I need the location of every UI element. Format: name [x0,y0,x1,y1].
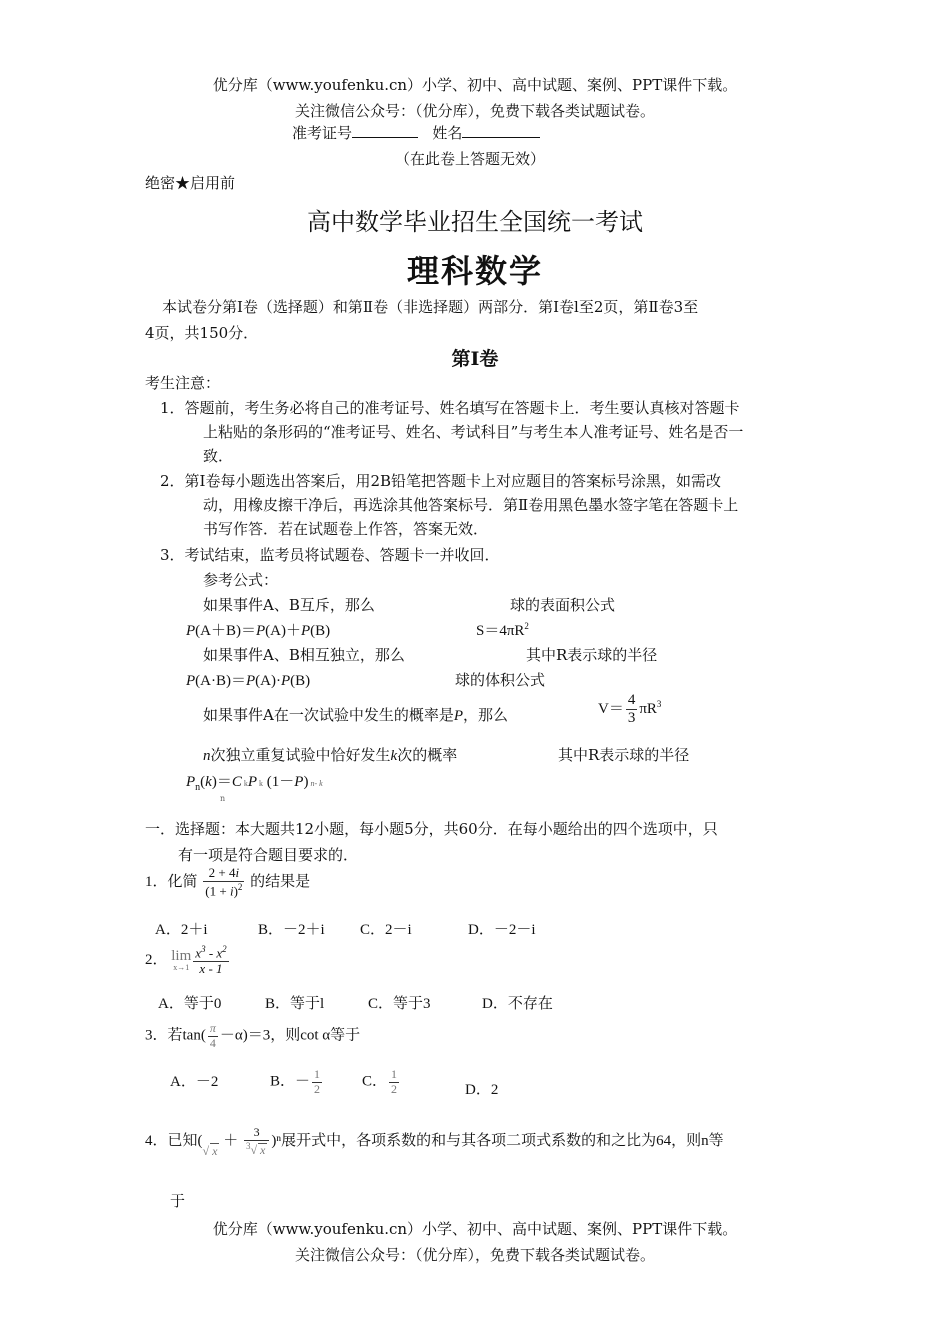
volume-title: 第Ⅰ卷 [451,348,499,370]
name-blank [462,125,540,138]
notice-item-1-line-2: 上粘贴的条形码的“准考证号、姓名、考试科目”与考生本人准考证号、姓名是否一 [203,423,744,441]
exam-no-blank [352,125,418,138]
question-4-stem-cont: 于 [170,1192,186,1210]
question-1-option-a[interactable]: A．2＋i [155,922,208,938]
exam-title: 高中数学毕业招生全国统一考试 [307,208,643,236]
header-line-1: 优分库（www.youfenku.cn）小学、初中、高中试题、案例、PPT课件下载。 [212,76,738,94]
name-label: 姓名 [432,124,463,142]
question-2-option-c[interactable]: C．等于3 [368,996,431,1012]
notice-item-2-line-3: 书写作答．若在试题卷上作答，答案无效． [203,520,489,538]
formula-sphere-volume: V＝ $\frac{4}{3}$ $\pi R^3$ [598,692,662,727]
secret-label: 绝密★启用前 [145,174,236,192]
question-2-stem: 2． lim x→1 $\frac{x^3 - x^2}{x - 1}$ [145,944,227,977]
question-3-option-c[interactable]: C． $\frac{1}{2}$ [362,1067,398,1096]
section1-line-1: 一．选择题：本大题共12小题，每小题5分，共60分．在每小题给出的四个选项中，只 [145,820,718,838]
header-line-2: 关注微信公众号：（优分库），免费下载各类试题试卷。 [294,102,655,120]
question-3-stem: 3．若tan( $\frac{\pi}{4}$ －α)＝3，则cot α等于 [145,1021,361,1050]
formula-independent: 如果事件A、B相互独立，那么 [203,646,405,664]
sphere-volume-label: 球的体积公式 [455,671,546,689]
formula-mutex: 如果事件A、B互斥，那么 [203,596,375,614]
radius-note-2: 其中R表示球的半径 [558,746,690,764]
notice-item-2: 2．第Ⅰ卷每小题选出答案后，用2B铅笔把答题卡上对应题目的答案标号涂黑，如需改 [160,472,722,490]
question-2-option-d[interactable]: D．不存在 [482,996,553,1012]
question-4-stem: 4．已知($_{√ x}$ ＋ $\frac{3}{^3√ x}$ )ⁿ展开式中，各项系数的和与其各项二项式系数的和之比为64，则n等 [145,1125,724,1159]
notice-heading: 考生注意： [145,374,221,392]
formula-prob-p: 如果事件A在一次试验中发生的概率是P，那么 [203,706,509,724]
formula-bernoulli: n次独立重复试验中恰好发生k次的概率 [203,746,458,764]
subject-title: 理科数学 [406,252,543,290]
notice-item-2-line-2: 动，用橡皮擦干净后，再选涂其他答案标号．第Ⅱ卷用黑色墨水签字笔在答题卡上 [203,496,739,514]
footer-line-2: 关注微信公众号：（优分库），免费下载各类试题试卷。 [294,1246,655,1264]
question-3-option-d[interactable]: D．2 [465,1082,499,1098]
question-1-option-c[interactable]: C．2－i [360,922,412,938]
footer-line-1: 优分库（www.youfenku.cn）小学、初中、高中试题、案例、PPT课件下载。 [212,1220,738,1238]
formula-sphere-area: $S=4\pi R^2$ [476,621,529,639]
radius-note-1: 其中R表示球的半径 [526,646,658,664]
question-2-option-b[interactable]: B．等于l [265,996,325,1012]
exam-no-label: 准考证号 [292,124,353,142]
question-1-option-d[interactable]: D．－2－i [468,922,536,938]
question-2-option-a[interactable]: A．等于0 [158,996,222,1012]
question-1-option-b[interactable]: B．－2＋i [258,922,325,938]
sphere-area-label: 球的表面积公式 [510,596,616,614]
intro-line-2: 4页，共150分． [145,324,259,342]
notice-item-1-line-3: 致． [203,447,234,465]
question-3-option-a[interactable]: A．－2 [170,1074,219,1090]
formula-sum: P(A＋B)＝P(A)＋P(B) [186,623,331,639]
notice-item-3: 3．考试结束，监考员将试题卷、答题卡一并收回． [160,546,500,564]
section1-line-2: 有一项是符合题目要求的． [178,846,359,864]
formula-binomial: $P_n(k)=C$ kP k (1－P) n- k [186,774,323,793]
exam-info-line [292,122,540,143]
formula-binomial-subscript: n [220,794,226,803]
formula-product: P(A·B)＝P(A)·P(B) [186,673,311,689]
formula-heading: 参考公式： [203,571,279,589]
question-1-stem: 1．化简 $\frac{2 + 4i}{(1 + i)^2}$ 的结果是 [145,865,311,899]
intro-line-1: 本试卷分第Ⅰ卷（选择题）和第Ⅱ卷（非选择题）两部分．第Ⅰ卷l至2页，第Ⅱ卷3至 [162,298,699,316]
invalid-note: （在此卷上答题无效） [395,150,546,168]
notice-item-1: 1．答题前，考生务必将自己的准考证号、姓名填写在答题卡上．考生要认真核对答题卡 [160,399,740,417]
question-3-option-b[interactable]: B．－ $\frac{1}{2}$ [270,1067,321,1096]
